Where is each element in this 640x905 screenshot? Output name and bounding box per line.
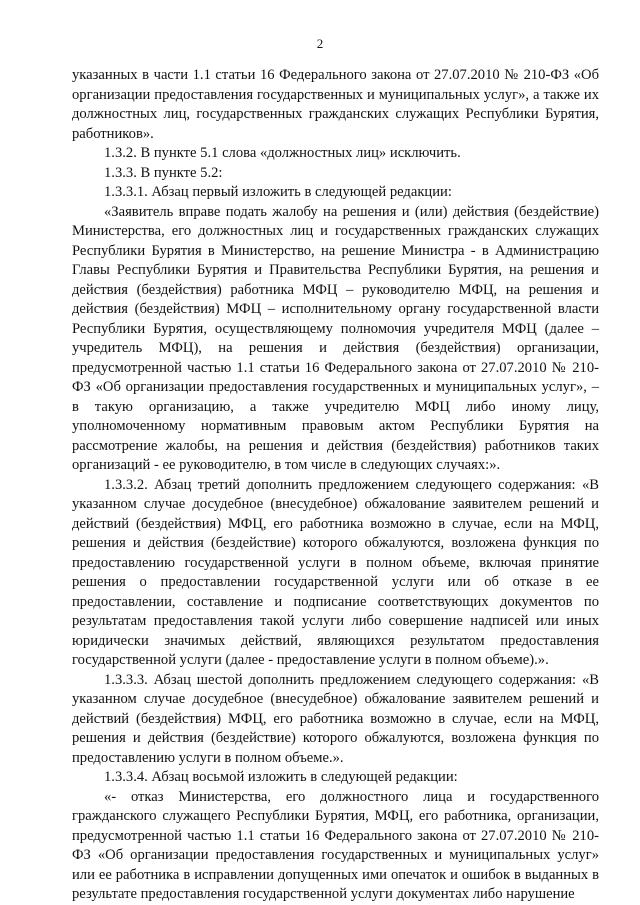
paragraph-1-3-2: 1.3.2. В пункте 5.1 слова «должностных лиц» исключить.: [104, 145, 461, 161]
paragraph-quote-complaint: «Заявитель вправе подать жалобу на решения и (или) действия (бездействие) Министерства, его должностных лиц и государственных гражданских служащих Республики Бурятия в Министерство, на решение Министра - в Администрацию Главы Республики Бурятия и Правительства Республики Бурятия, на решения и действия (бездействия) работника МФЦ – руководителю МФЦ, на решения и действия (бездействия) МФЦ – исполнительному органу государственной власти Республики Бурятия, осуществляющему полномочия учредителя МФЦ (далее – учредитель МФЦ), на решения и действия (бездействия) организации, предусмотренной частью 1.1 статьи 16 Федерального закона от 27.07.2010 № 210-ФЗ «Об организации предоставления государственных и муниципальных услуг», – в такую организацию, а также учредителю МФЦ либо иному лицу, уполномоченному нормативным правовым актом Республики Бурятия на рассмотрение жалобы, на решения и действия (бездействия) работников таких организаций - ее руководителю, в том числе в следующих случаях:».: [72, 203, 599, 473]
paragraph-1-3-3-2: 1.3.3.2. Абзац третий дополнить предложением следующего содержания: «В указанном случае досудебное (внесудебное) обжалование заявителем решений и действий (бездействия) МФЦ, его работника возможно в случае, если на МФЦ, решения и действия (бездействие) которого обжалуются, возложена функция по предоставлению государственной услуги в полном объеме, включая принятие решения о предоставлении государственной услуги или об отказе в ее предоставлении, составление и подписание соответствующих документов по результатам предоставления такой услуги либо совершение надписей или иных юридически значимых действий, являющихся результатом предоставления государственной услуги (далее - предоставление услуги в полном объеме).».: [72, 476, 599, 668]
paragraph-continuation: указанных в части 1.1 статьи 16 Федерального закона от 27.07.2010 № 210-ФЗ «Об организации предоставления государственных и муниципальных услуг», а также их должностных лиц, государственных гражданских служащих Республики Бурятия, работников».: [72, 67, 599, 142]
paragraph-1-3-3-3: 1.3.3.3. Абзац шестой дополнить предложением следующего содержания: «В указанном случае досудебное (внесудебное) обжалование заявителем решений и действий (бездействия) МФЦ, его работника возможно в случае, если на МФЦ, решения и действия (бездействие) которого обжалуются, возложена функция по предоставлению услуги в полном объеме.».: [72, 671, 599, 766]
paragraph-1-3-3-1: 1.3.3.1. Абзац первый изложить в следующей редакции:: [104, 184, 452, 200]
document-body: [72, 66, 599, 905]
paragraph-quote-refusal: «- отказ Министерства, его должностного лица и государственного гражданского служащего Республики Бурятия, МФЦ, его работника, организации, предусмотренной частью 1.1 статьи 16 Федерального закона от 27.07.2010 № 210-ФЗ «Об организации предоставления государственных и муниципальных услуг» или ее работника в исправлении допущенных ими опечаток и ошибок в выданных в результате предоставления государственной услуги документах либо нарушение: [72, 788, 599, 902]
page-number: 2: [316, 36, 324, 51]
paragraph-1-3-3-4: 1.3.3.4. Абзац восьмой изложить в следующей редакции:: [104, 769, 458, 785]
paragraph-1-3-3: 1.3.3. В пункте 5.2:: [104, 164, 223, 181]
